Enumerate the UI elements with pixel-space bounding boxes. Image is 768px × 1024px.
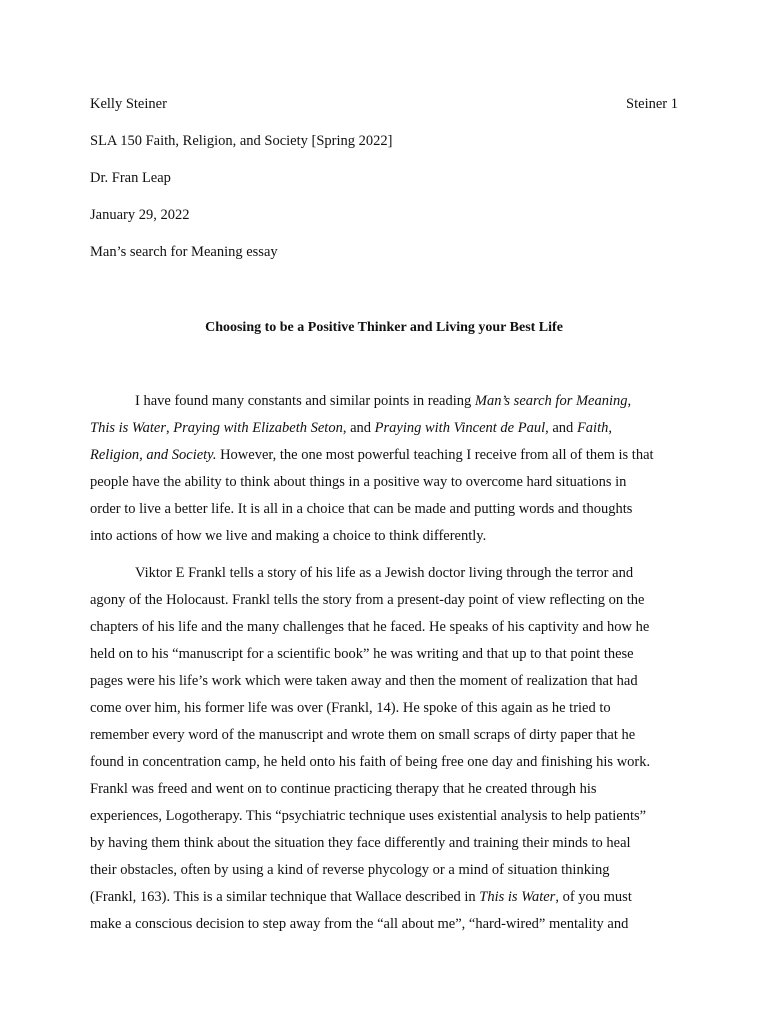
text-line: Frankl was freed and went on to continue practicing therapy that he created through his <box>90 781 597 797</box>
text-line <box>90 442 680 469</box>
text-run: (Frankl, 163). This is a similar technique that Wallace described in <box>90 889 480 905</box>
mla-heading <box>90 94 590 279</box>
text-line: come over him, his former life was over (Frankl, 14). He spoke of this again as he tried to <box>90 700 611 716</box>
book-title: Praying with Vincent de Paul <box>374 420 546 436</box>
text-line: pages were his life’s work which were taken away and then the moment of realization that had <box>90 673 638 689</box>
text-line: experiences, Logotherapy. This “psychiatric technique uses existential analysis to help patients” <box>90 808 647 824</box>
text-run: However, the one most powerful teaching I receive from all of them is that <box>216 447 654 463</box>
text-line: Viktor E Frankl tells a story of his life as a Jewish doctor living through the terror and <box>135 565 634 581</box>
text-line: into actions of how we live and making a choice to think differently. <box>90 528 487 544</box>
text-line: held on to his “manuscript for a scientific book” he was writing and that up to that point these <box>90 646 634 662</box>
text-line <box>90 884 680 911</box>
instructor-name: Dr. Fran Leap <box>90 170 171 186</box>
essay-date: January 29, 2022 <box>90 207 190 223</box>
text-line: their obstacles, often by using a kind of reverse phycology or a mind of situation thinking <box>90 862 610 878</box>
text-run: , and <box>342 420 375 436</box>
author-name: Kelly Steiner <box>90 96 167 112</box>
text-line: order to live a better life. It is all in a choice that can be made and putting words and thoughts <box>90 501 633 517</box>
book-title: Praying with Elizabeth Seton <box>173 420 343 436</box>
paragraph-2 <box>90 560 680 938</box>
text-run: , of you must <box>555 889 632 905</box>
text-run: , and <box>545 420 577 436</box>
text-line <box>90 415 680 442</box>
book-title: This is Water <box>479 889 556 905</box>
text-line: found in concentration camp, he held onto his faith of being free one day and finishing his work. <box>90 754 651 770</box>
paragraph-gap <box>90 550 680 560</box>
course-name: SLA 150 Faith, Religion, and Society [Spring 2022] <box>90 133 393 149</box>
text-run: , <box>166 420 174 436</box>
text-line: chapters of his life and the many challenges that he faced. He speaks of his captivity and how he <box>90 619 650 635</box>
text-line: people have the ability to think about things in a positive way to overcome hard situations in <box>90 474 627 490</box>
text-line: agony of the Holocaust. Frankl tells the story from a present-day point of view reflecting on the <box>90 592 645 608</box>
text-line: remember every word of the manuscript and wrote them on small scraps of dirty paper that he <box>90 727 636 743</box>
assignment-name: Man’s search for Meaning essay <box>90 244 278 260</box>
text-line: make a conscious decision to step away from the “all about me”, “hard-wired” mentality and <box>90 916 629 932</box>
essay-body <box>90 388 680 938</box>
essay-title: Choosing to be a Positive Thinker and Living your Best Life <box>205 320 563 335</box>
book-title: Religion, and Society. <box>90 447 217 463</box>
paragraph-1 <box>90 388 680 550</box>
text-run: I have found many constants and similar points in reading <box>135 393 475 409</box>
book-title: Faith, <box>576 420 612 436</box>
book-title: Man’s search for Meaning, <box>474 393 632 409</box>
book-title: This is Water <box>90 420 167 436</box>
text-line <box>90 388 680 415</box>
page-number: Steiner 1 <box>626 96 678 112</box>
text-line: by having them think about the situation they face differently and training their minds to heal <box>90 835 631 851</box>
